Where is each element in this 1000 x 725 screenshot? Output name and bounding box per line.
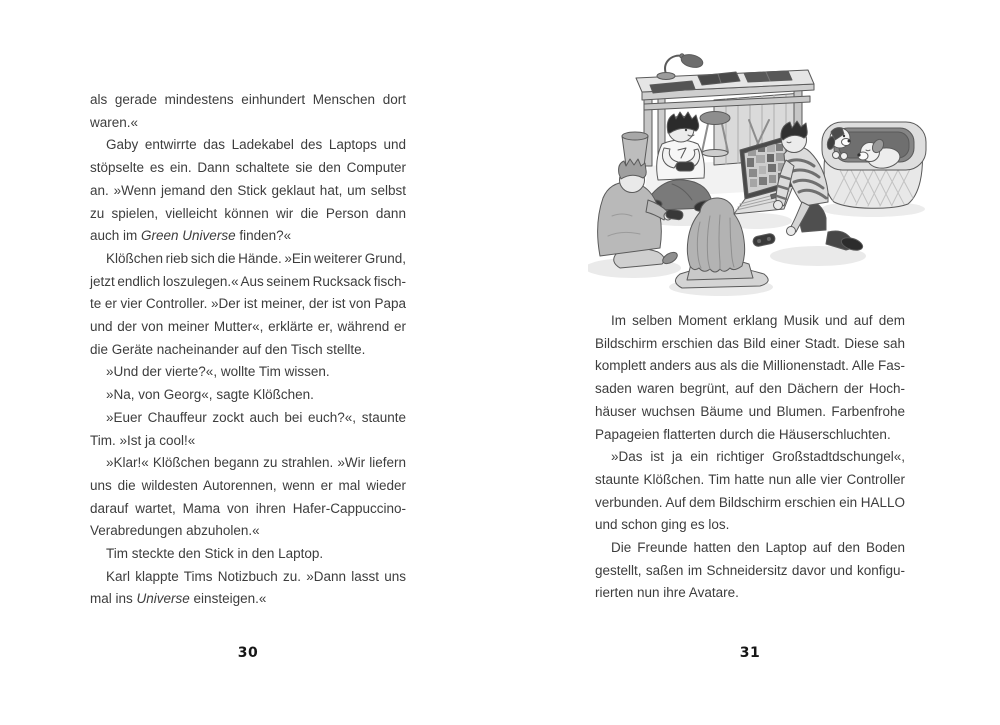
text-line: Tim steckte den Stick in den Laptop. — [106, 546, 324, 562]
page-number-left: 30 — [237, 645, 259, 661]
controller-icon — [676, 162, 694, 171]
controller-floor-icon — [752, 233, 776, 247]
text-line: »Das ist ja ein richtiger Großstadtdschungel«, — [611, 449, 905, 465]
text-line: »Euer Chauffeur zockt auch bei euch?«, staunte — [106, 409, 406, 425]
text-line: als gerade mindestens einhundert Menschen dort — [90, 92, 406, 107]
text-line: Tim. »Ist ja cool!« — [90, 432, 196, 448]
text-line: te er vier Controller. »Der ist meiner, der ist von Papa — [90, 296, 406, 312]
text-line: Papageien flatterten durch die Häuserschluchten. — [595, 426, 891, 442]
left-page-text — [90, 89, 406, 611]
text-line: die Geräte nacheinander auf den Tisch stellte. — [90, 341, 366, 357]
page-number-right: 31 — [739, 645, 761, 661]
text-line: mal ins Universe einsteigen.« — [90, 591, 267, 607]
text-line: auch im Green Universe finden?« — [90, 228, 292, 244]
text-line: und schon ging es los. — [595, 517, 730, 533]
text-line: Klößchen rieb sich die Hände. »Ein weiterer Grund, — [106, 250, 406, 266]
text-line: Gaby entwirrte das Ladekabel des Laptops und — [106, 137, 406, 153]
text-line: Karl klappte Tims Notizbuch zu. »Dann lasst uns — [106, 568, 406, 584]
text-line: stöpselte es ein. Dann schaltete sie den Computer — [90, 160, 406, 176]
text-line: verbunden. Auf dem Bildschirm erschien ein HALLO — [595, 494, 905, 510]
dog-basket — [821, 122, 926, 217]
text-line: »Klar!« Klößchen begann zu strahlen. »Wir liefern — [106, 455, 407, 471]
text-line: »Und der vierte?«, wollte Tim wissen. — [106, 364, 330, 380]
text-line: zu spielen, vielleicht können wir die Person dann — [90, 205, 406, 221]
text-line: Im selben Moment erklang Musik und auf dem — [611, 313, 905, 328]
text-line: rierten nun ihre Avatare. — [595, 585, 739, 601]
right-page-text — [595, 310, 905, 605]
illustration-children-gaming — [588, 16, 968, 304]
text-line: Bildschirm erschien das Bild einer Stadt. Diese sah — [595, 335, 906, 351]
text-line: »Na, von Georg«, sagte Klößchen. — [106, 387, 314, 403]
text-line: Verabredungen abzuholen.« — [90, 523, 260, 539]
text-line: an. »Wenn jemand den Stick geklaut hat, um selbst — [90, 182, 406, 198]
text-line: waren.« — [90, 114, 139, 130]
text-line: komplett anders aus als die Millionenstadt. Alle Fas- — [595, 358, 906, 374]
text-line: staunte Klößchen. Tim hatte nun alle vier Controller — [595, 471, 905, 487]
text-line: saden waren begrünt, auf den Dächern der Hoch- — [595, 381, 905, 397]
text-line: darauf wartet, Mama von ihren Hafer-Cappuccino- — [90, 500, 406, 516]
text-line: gestellt, saßen im Schneidersitz davor und konfigu- — [595, 562, 905, 578]
text-line: uns die wildesten Autorennen, wenn er mal wieder — [90, 477, 406, 493]
text-line: und der von meiner Mutter«, erklärte er, während er — [90, 319, 407, 335]
controller-icon — [665, 209, 683, 220]
text-line: Die Freunde hatten den Laptop auf den Boden — [611, 540, 906, 556]
trash-bin — [622, 132, 648, 166]
text-line: jetzt endlich loszulegen.« Aus seinem Rucksack fisch- — [90, 273, 406, 289]
text-line: häuser wuchsen Bäume und Blumen. Farbenfrohe — [595, 403, 905, 419]
